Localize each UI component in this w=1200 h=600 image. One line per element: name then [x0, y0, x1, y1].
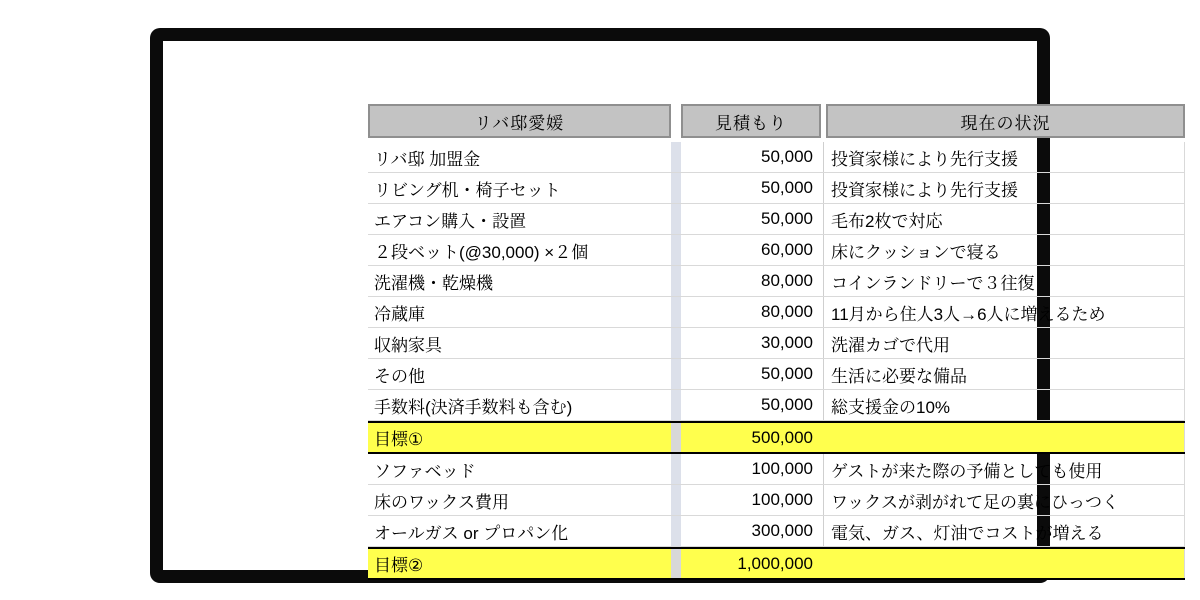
status-cell: 毛布2枚で対応: [823, 204, 1185, 234]
status-cell: 生活に必要な備品: [823, 359, 1185, 389]
table-row: [368, 454, 1185, 485]
column-gap-strip: [671, 390, 681, 420]
table-rows: [368, 142, 1185, 580]
column-gap-strip: [671, 142, 681, 172]
status-cell: 床にクッションで寝る: [823, 235, 1185, 265]
table-row: [368, 547, 1185, 580]
status-cell: 投資家様により先行支援: [823, 173, 1185, 203]
table-row: [368, 328, 1185, 359]
column-gap-strip: [671, 423, 681, 452]
header-gap-strip: [671, 104, 681, 138]
column-gap-strip: [671, 549, 681, 578]
item-cell: 冷蔵庫: [374, 304, 425, 324]
status-cell: ゲストが来た際の予備としても使用: [823, 454, 1185, 484]
table-row: [368, 516, 1185, 547]
item-cell: 床のワックス費用: [374, 492, 509, 512]
item-cell: 目標①: [368, 423, 671, 452]
estimate-cell: 50,000: [761, 395, 813, 414]
header-item-column: リバ邸愛媛: [368, 104, 671, 138]
slide-frame: [150, 28, 1119, 583]
estimate-cell: 50,000: [761, 178, 813, 197]
column-gap-strip: [671, 204, 681, 234]
estimate-cell: 80,000: [761, 302, 813, 321]
status-cell: 投資家様により先行支援: [823, 142, 1185, 172]
estimate-cell: 100,000: [751, 459, 813, 478]
column-gap-strip: [671, 516, 681, 546]
column-gap-strip: [671, 328, 681, 358]
table-row: [368, 485, 1185, 516]
status-cell: 洗濯カゴで代用: [823, 328, 1185, 358]
table-row: [368, 421, 1185, 454]
table-row: [368, 142, 1185, 173]
column-gap-strip: [671, 173, 681, 203]
status-cell: 電気、ガス、灯油でコストが増える: [823, 516, 1185, 546]
column-gap-strip: [671, 454, 681, 484]
item-cell: 収納家具: [374, 335, 442, 355]
item-cell: 目標②: [368, 549, 671, 578]
status-cell: [823, 423, 1185, 452]
column-gap-strip: [671, 297, 681, 327]
header-status-column: 現在の状況: [826, 104, 1185, 138]
estimate-cell: 80,000: [761, 271, 813, 290]
item-cell: 手数料(決済手数料も含む): [374, 397, 573, 417]
column-gap-strip: [671, 359, 681, 389]
estimate-cell: 100,000: [751, 490, 813, 509]
status-cell: コインランドリーで３往復: [823, 266, 1185, 296]
estimate-cell: 300,000: [751, 521, 813, 540]
item-cell: リバ邸 加盟金: [374, 149, 481, 169]
item-cell: 洗濯機・乾燥機: [374, 273, 493, 293]
estimate-cell: 50,000: [761, 147, 813, 166]
estimate-cell: 500,000: [681, 423, 823, 452]
column-gap-strip: [671, 266, 681, 296]
status-cell: 総支援金の10%: [823, 390, 1185, 420]
column-gap-strip: [671, 485, 681, 515]
item-cell: エアコン購入・設置: [374, 211, 527, 231]
table-row: [368, 204, 1185, 235]
estimate-table: [368, 104, 1185, 580]
status-cell: [823, 549, 1185, 578]
item-cell: リビング机・椅子セット: [374, 180, 561, 200]
header-estimate-column: 見積もり: [681, 104, 821, 138]
estimate-cell: 50,000: [761, 364, 813, 383]
item-cell: ソファベッド: [374, 461, 476, 481]
item-cell: ２段ベット(@30,000) ×２個: [374, 242, 589, 262]
item-cell: その他: [374, 366, 425, 386]
table-row: [368, 390, 1185, 421]
table-row: [368, 266, 1185, 297]
estimate-cell: 1,000,000: [681, 549, 823, 578]
estimate-cell: 60,000: [761, 240, 813, 259]
estimate-cell: 30,000: [761, 333, 813, 352]
table-row: [368, 359, 1185, 390]
estimate-cell: 50,000: [761, 209, 813, 228]
table-header-row: [368, 104, 1185, 138]
item-cell: オールガス or プロパン化: [374, 523, 569, 543]
table-row: [368, 235, 1185, 266]
table-row: [368, 297, 1185, 328]
column-gap-strip: [671, 235, 681, 265]
status-cell: 11月から住人3人→6人に増えるため: [823, 297, 1185, 327]
status-cell: ワックスが剥がれて足の裏にひっつく: [823, 485, 1185, 515]
table-row: [368, 173, 1185, 204]
